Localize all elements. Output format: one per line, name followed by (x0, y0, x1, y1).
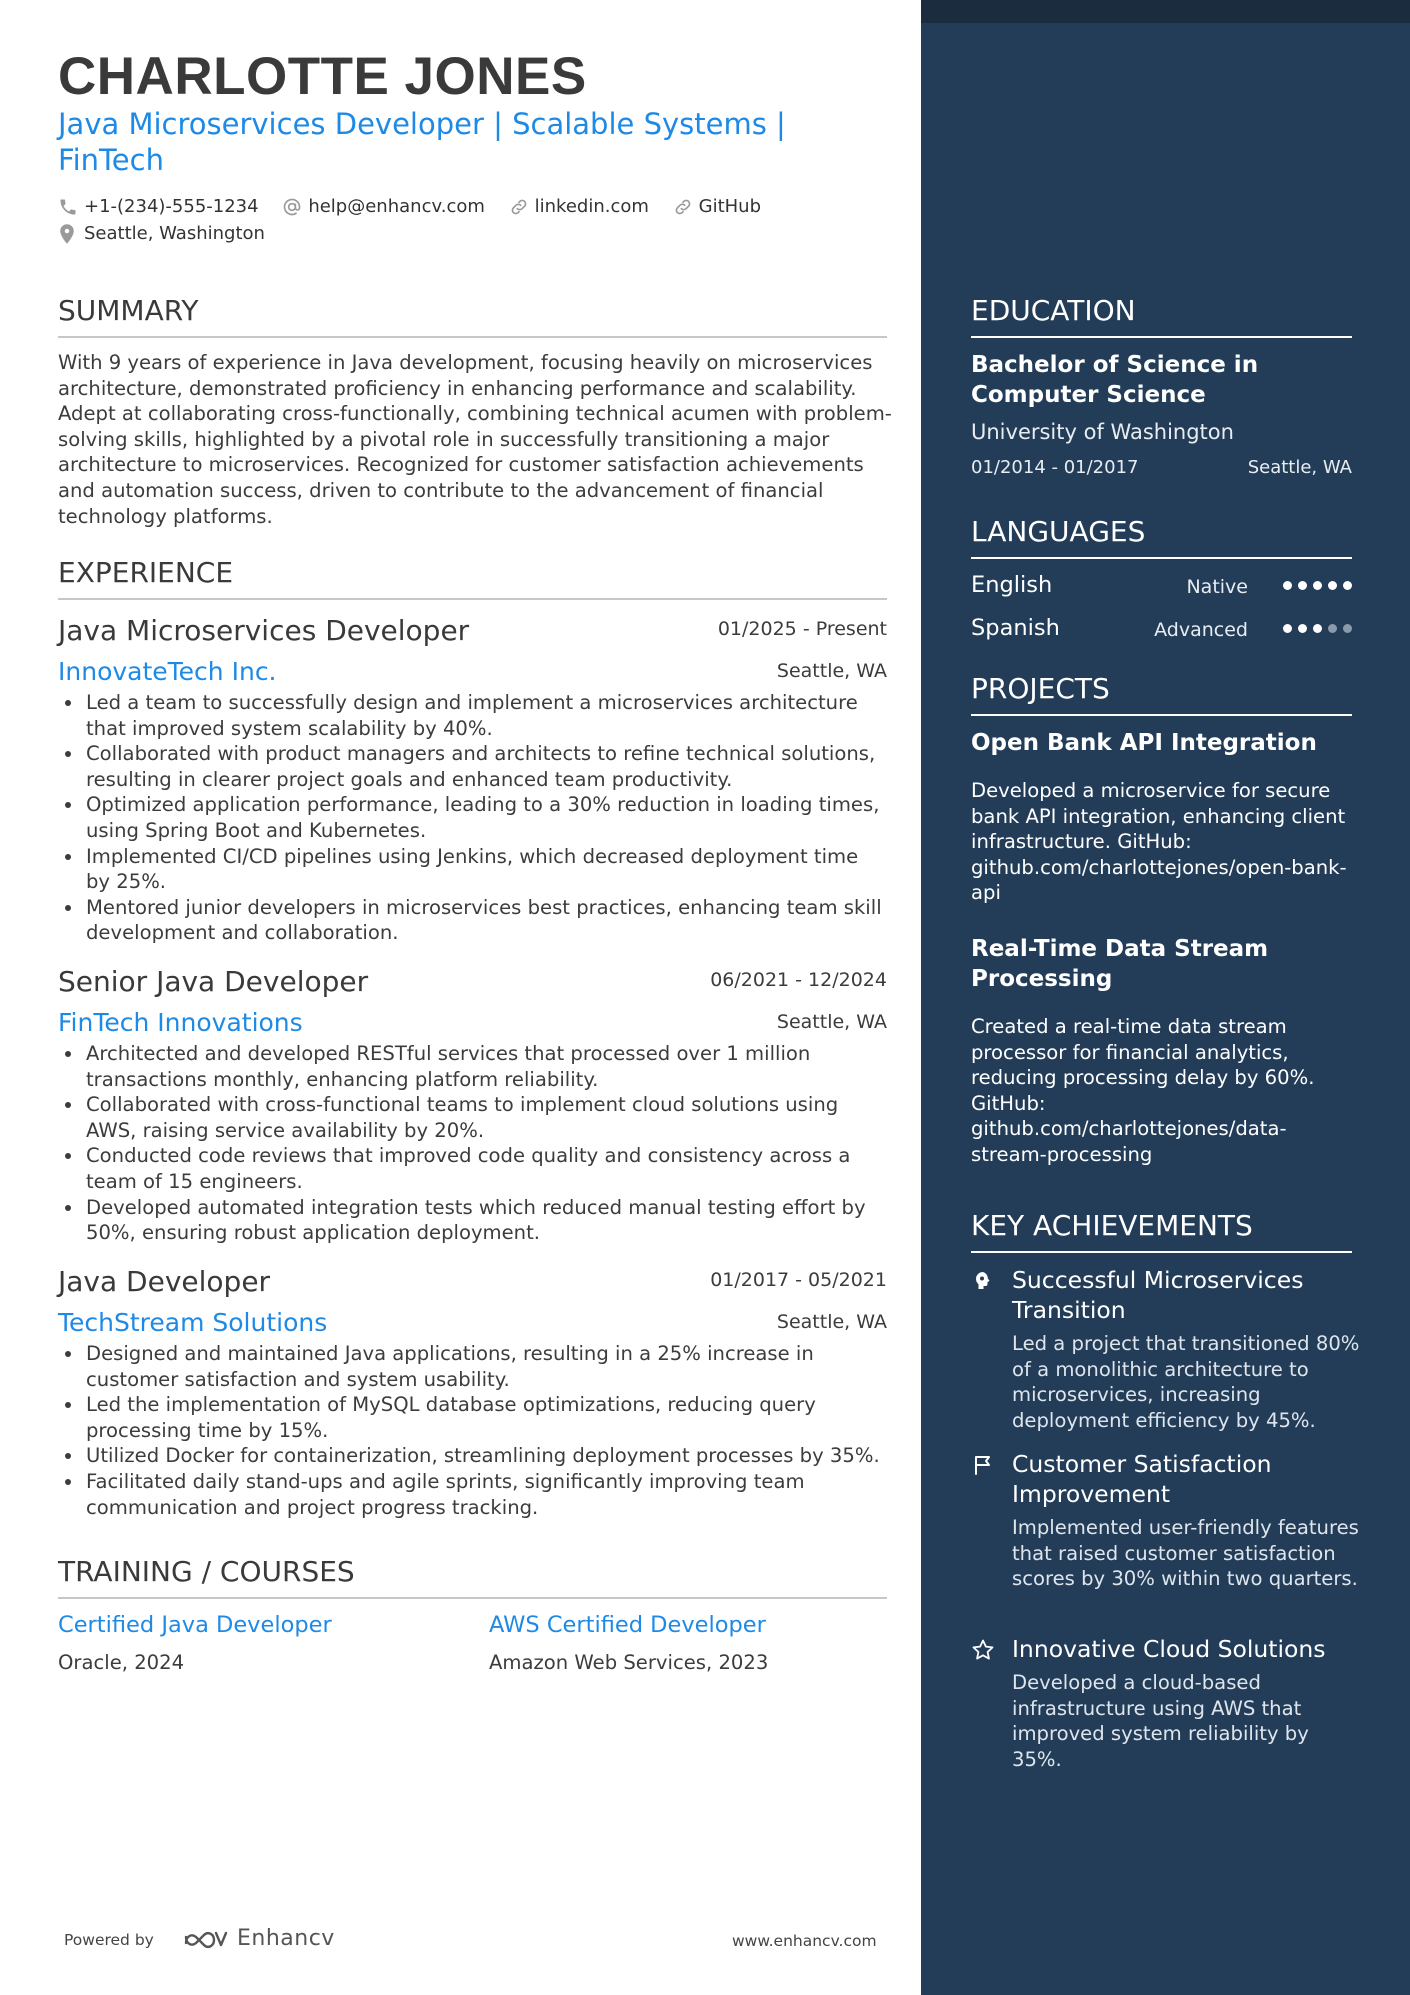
rating-dot-filled (1313, 581, 1322, 590)
list-item: Collaborated with cross-functional teams to implement cloud solutions using AWS, raising service availability by 20%. (58, 1092, 887, 1143)
list-item: Facilitated daily stand-ups and agile sprints, significantly improving team communication and project progress tracking. (58, 1469, 887, 1520)
job-dates: 01/2017 - 05/2021 (710, 1269, 887, 1291)
achievement-item (971, 1265, 1361, 1433)
sidebar (921, 0, 1410, 1995)
job-entry (58, 614, 887, 946)
achievement-item (971, 1449, 1361, 1592)
list-item: Utilized Docker for containerization, streamlining deployment processes by 35%. (58, 1443, 887, 1469)
list-item: Mentored junior developers in microservices best practices, enhancing team skill development and collaboration. (58, 895, 887, 946)
job-entry (58, 965, 887, 1246)
language-level: Native (1186, 576, 1248, 598)
achievement-desc: Developed a cloud-based infrastructure using AWS that improved system reliability by 35%. (1012, 1671, 1309, 1771)
headline: Java Microservices Developer | Scalable Systems | FinTech (58, 107, 786, 177)
education-dates: 01/2014 - 01/2017 (971, 457, 1139, 478)
list-item: Implemented CI/CD pipelines using Jenkins, which decreased deployment time by 25%. (58, 844, 887, 895)
rating-dot-filled (1283, 624, 1292, 633)
footer-url[interactable]: www.enhancv.com (732, 1932, 877, 1950)
star-icon (971, 1638, 995, 1662)
project-desc: Created a real-time data stream processor for financial analytics, reducing processing delay by 60%. GitHub: github.com/charlottejones/data-stream-processing (971, 1015, 1315, 1166)
summary-heading: SUMMARY (58, 294, 887, 338)
language-item (971, 570, 1352, 613)
job-bullets (58, 1041, 887, 1246)
job-title: Senior Java Developer (58, 965, 369, 998)
project-item (971, 728, 1352, 906)
achievement-item (971, 1634, 1361, 1772)
job-location: Seattle, WA (776, 1311, 887, 1333)
job-bullets (58, 690, 887, 946)
contact-location (58, 220, 265, 248)
project-title: Open Bank API Integration (971, 730, 1317, 756)
rating-dot-filled (1283, 581, 1292, 590)
achievement-title: Innovative Cloud Solutions (1012, 1635, 1326, 1663)
enhancv-logo-icon (183, 1927, 229, 1951)
list-item: Designed and maintained Java applications, resulting in a 25% increase in customer satisfaction and system usability. (58, 1341, 887, 1392)
achievement-title: Customer Satisfaction Improvement (1012, 1450, 1272, 1508)
job-entry (58, 1265, 887, 1520)
location-pin-icon (58, 223, 76, 245)
job-title: Java Microservices Developer (58, 614, 470, 647)
list-item: Collaborated with product managers and architects to refine technical solutions, resulting in clearer project goals and enhanced team productivity. (58, 741, 887, 792)
education-school: University of Washington (971, 420, 1234, 444)
project-desc: Developed a microservice for secure bank API integration, enhancing client infrastructure. GitHub: github.com/charlottejones/open-bank-api (971, 779, 1347, 905)
list-item: Led a team to successfully design and implement a microservices architecture that improved system scalability by 40%. (58, 690, 887, 741)
job-title: Java Developer (58, 1265, 271, 1298)
experience-heading: EXPERIENCE (58, 556, 887, 600)
rating-dot-empty (1328, 624, 1337, 633)
job-company: TechStream Solutions (58, 1308, 328, 1337)
language-rating (1283, 624, 1352, 633)
location-text: Seattle, Washington (84, 223, 265, 244)
achievement-desc: Implemented user-friendly features that raised customer satisfaction scores by 30% within two quarters. (1012, 1516, 1359, 1591)
contact-email[interactable] (282, 193, 485, 221)
education-heading: EDUCATION (971, 294, 1352, 338)
rating-dot-filled (1328, 581, 1337, 590)
languages-heading: LANGUAGES (971, 515, 1352, 559)
link-icon (509, 197, 529, 217)
education-meta (971, 456, 1352, 480)
project-item (971, 934, 1352, 1168)
contact-phone[interactable] (58, 193, 259, 221)
achievement-title: Successful Microservices Transition (1012, 1266, 1304, 1324)
job-dates: 06/2021 - 12/2024 (710, 969, 887, 991)
brain-icon (971, 1269, 995, 1293)
course-org: Oracle, 2024 (58, 1651, 185, 1674)
achievements-heading: KEY ACHIEVEMENTS (971, 1209, 1352, 1253)
candidate-name: CHARLOTTE JONES (58, 47, 587, 106)
rating-dot-filled (1298, 624, 1307, 633)
list-item: Led the implementation of MySQL database optimizations, reducing query processing time by 15%. (58, 1392, 887, 1443)
projects-heading: PROJECTS (971, 672, 1352, 716)
language-item (971, 613, 1352, 656)
language-level: Advanced (1154, 619, 1248, 641)
contact-linkedin[interactable] (509, 193, 649, 221)
link-icon (673, 197, 693, 217)
language-name: Spanish (971, 615, 1060, 641)
rating-dot-filled (1343, 581, 1352, 590)
course-org: Amazon Web Services, 2023 (489, 1651, 769, 1674)
course-name: Certified Java Developer (58, 1612, 332, 1638)
phone-icon (58, 197, 78, 217)
education-location: Seattle, WA (1247, 457, 1352, 478)
language-rating (1283, 581, 1352, 590)
phone-text: +1-(234)-555-1234 (84, 196, 259, 217)
job-company: InnovateTech Inc. (58, 657, 277, 686)
list-item: Architected and developed RESTful services that processed over 1 million transactions monthly, enhancing platform reliability. (58, 1041, 887, 1092)
at-icon (282, 197, 302, 217)
flag-icon (971, 1453, 995, 1477)
project-title: Real-Time Data Stream Processing (971, 936, 1269, 992)
github-text: GitHub (698, 196, 762, 217)
course-item (489, 1610, 889, 1676)
course-name: AWS Certified Developer (489, 1612, 766, 1638)
rating-dot-empty (1343, 624, 1352, 633)
job-company: FinTech Innovations (58, 1008, 303, 1037)
linkedin-text: linkedin.com (534, 196, 649, 217)
contact-github[interactable] (673, 193, 761, 221)
list-item: Developed automated integration tests which reduced manual testing effort by 50%, ensuring robust application deployment. (58, 1195, 887, 1246)
job-location: Seattle, WA (776, 1011, 887, 1033)
training-heading: TRAINING / COURSES (58, 1555, 887, 1599)
language-name: English (971, 572, 1053, 598)
brand-text: Enhancv (237, 1926, 335, 1951)
job-bullets (58, 1341, 887, 1520)
list-item: Conducted code reviews that improved code quality and consistency across a team of 15 engineers. (58, 1143, 887, 1194)
list-item: Optimized application performance, leading to a 30% reduction in loading times, using Spring Boot and Kubernetes. (58, 792, 887, 843)
job-dates: 01/2025 - Present (717, 618, 887, 640)
languages-list (971, 570, 1352, 656)
education-degree: Bachelor of Science in Computer Science (971, 352, 1259, 408)
summary-text: With 9 years of experience in Java development, focusing heavily on microservices architecture, demonstrated proficiency in enhancing performance and scalability. Adept at collaborating cross-functionally, combining technical acumen with problem-solving skills, highlighted by a pivotal role in successfully transitioning a major architecture to microservices. Recognized for customer satisfaction achievements and automation success, driven to contribute to the advancement of financial technology platforms. (58, 351, 892, 528)
course-item (58, 1610, 458, 1676)
job-location: Seattle, WA (776, 660, 887, 682)
achievement-desc: Led a project that transitioned 80% of a monolithic architecture to microservices, increasing deployment efficiency by 45%. (1012, 1332, 1360, 1432)
rating-dot-filled (1298, 581, 1307, 590)
enhancv-logo[interactable] (183, 1926, 335, 1951)
email-text: help@enhancv.com (308, 196, 485, 217)
rating-dot-filled (1313, 624, 1322, 633)
powered-by-label: Powered by (64, 1931, 154, 1949)
sidebar-top-bar (921, 0, 1410, 23)
education-entry (971, 350, 1352, 480)
